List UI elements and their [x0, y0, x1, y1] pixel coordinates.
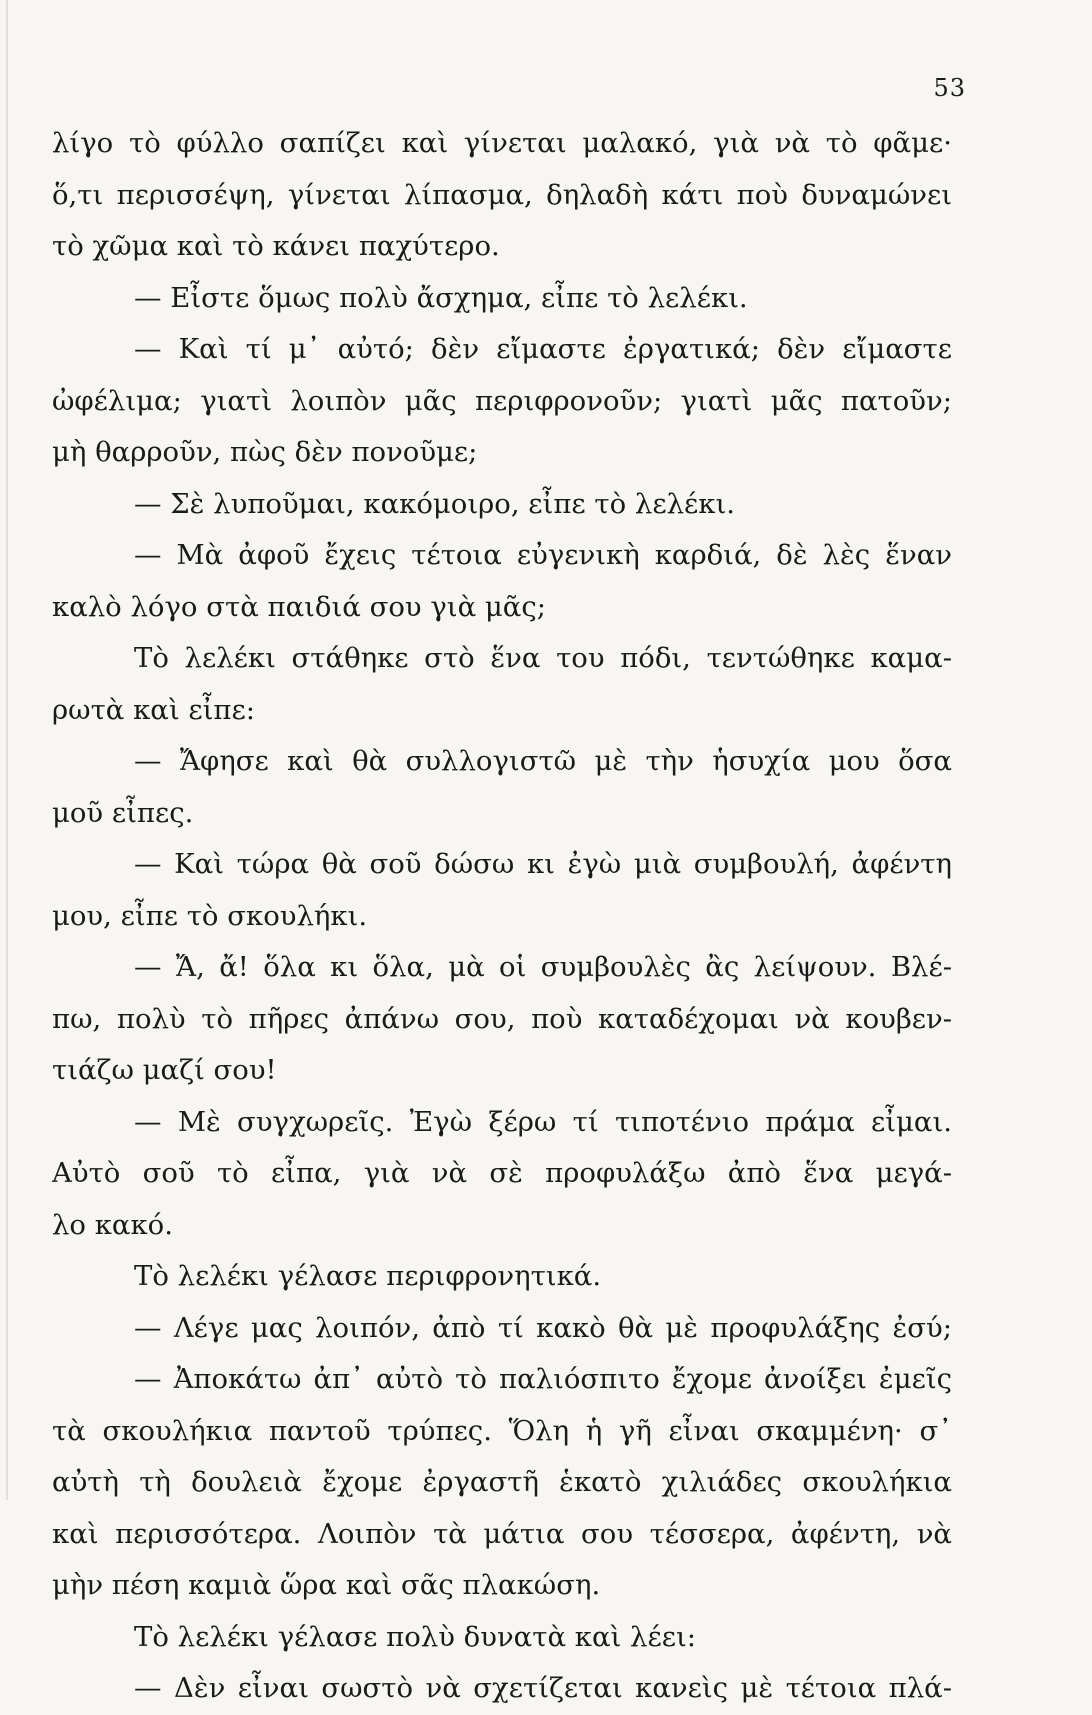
text-line: μὴ θαρροῦν, πὼς δὲν πονοῦμε;	[52, 436, 478, 468]
text-line: λίγο τὸ φύλλο σαπίζει καὶ γίνεται μαλακό, γιὰ νὰ τὸ φᾶμε·	[52, 127, 952, 159]
text-line: ὅ,τι περισσέψη, γίνεται λίπασμα, δηλαδὴ κάτι ποὺ δυναμώνει	[52, 178, 952, 211]
text-line: — Μὲ συγχωρεῖς. Ἐγὼ ξέρω τί τιποτένιο πράμα εἶμαι.	[134, 1105, 952, 1138]
text-line: Τὸ λελέκι γέλασε περιφρονητικά.	[134, 1260, 602, 1292]
text-line: μου, εἶπε τὸ σκουλήκι.	[52, 899, 368, 932]
text-line: — Λέγε μας λοιπόν, ἀπὸ τί κακὸ θὰ μὲ προφυλάξης ἐσύ;	[134, 1311, 952, 1344]
text-line: αὐτὴ τὴ δουλειὰ ἔχομε ἐργαστῆ ἑκατὸ χιλιάδες σκουλήκια	[52, 1466, 952, 1498]
text-line: — Ἄφησε καὶ θὰ συλλογιστῶ μὲ τὴν ἡσυχία μου ὅσα	[134, 745, 952, 777]
text-line: μὴν πέση καμιὰ ὥρα καὶ σᾶς πλακώση.	[52, 1569, 601, 1601]
page-number: 53	[933, 74, 966, 102]
text-line: ρωτὰ καὶ εἶπε:	[52, 693, 256, 726]
text-line: — Δὲν εἶναι σωστὸ νὰ σχετίζεται κανεὶς μὲ τέτοια πλά-	[134, 1672, 952, 1704]
text-line: καὶ περισσότερα. Λοιπὸν τὰ μάτια σου τέσσερα, ἀφέντη, νὰ	[52, 1517, 952, 1550]
text-line: — Καὶ τώρα θὰ σοῦ δώσω κι ἐγὼ μιὰ συμβουλή, ἀφέντη	[134, 848, 952, 880]
text-line: Τὸ λελέκι στάθηκε στὸ ἕνα του πόδι, τεντώθηκε καμα-	[134, 642, 952, 674]
text-line: καλὸ λόγο στὰ παιδιά σου γιὰ μᾶς;	[52, 590, 547, 623]
text-line: — Μὰ ἀφοῦ ἔχεις τέτοια εὐγενικὴ καρδιά, δὲ λὲς ἕναν	[134, 539, 952, 571]
page-edge	[6, 0, 8, 1500]
text-line: τιάζω μαζί σου!	[52, 1054, 277, 1086]
text-line: λο κακό.	[52, 1208, 173, 1241]
text-line: — Καὶ τί μ᾿ αὐτό; δὲν εἴμαστε ἐργατικά; δὲν εἴμαστε	[134, 333, 952, 365]
text-line: τὸ χῶμα καὶ τὸ κάνει παχύτερο.	[52, 230, 500, 262]
text-line: πω, πολὺ τὸ πῆρες ἀπάνω σου, ποὺ καταδέχομαι νὰ κουβεν-	[52, 1002, 952, 1035]
text-line: — Ἄ, ἄ! ὅλα κι ὅλα, μὰ οἱ συμβουλὲς ἂς λείψουν. Βλέ-	[134, 951, 952, 983]
text-line: τὰ σκουλήκια παντοῦ τρύπες. Ὅλη ἡ γῆ εἶναι σκαμμένη· σ᾿	[52, 1414, 952, 1447]
text-line: μοῦ εἶπες.	[52, 796, 194, 829]
body-text	[52, 118, 952, 1715]
text-line: ὠφέλιμα; γιατὶ λοιπὸν μᾶς περιφρονοῦν; γιατὶ μᾶς πατοῦν;	[52, 384, 952, 417]
text-line: — Ἀποκάτω ἀπ᾿ αὐτὸ τὸ παλιόσπιτο ἔχομε ἀνοίξει ἐμεῖς	[134, 1363, 952, 1395]
text-line: Τὸ λελέκι γέλασε πολὺ δυνατὰ καὶ λέει:	[134, 1620, 697, 1653]
text-line: — Εἶστε ὅμως πολὺ ἄσχημα, εἶπε τὸ λελέκι.	[134, 281, 748, 314]
text-line: — Σὲ λυποῦμαι, κακόμοιρο, εἶπε τὸ λελέκι.	[134, 487, 735, 520]
text-line: Αὐτὸ σοῦ τὸ εἶπα, γιὰ νὰ σὲ προφυλάξω ἀπὸ ἕνα μεγά-	[52, 1157, 952, 1189]
